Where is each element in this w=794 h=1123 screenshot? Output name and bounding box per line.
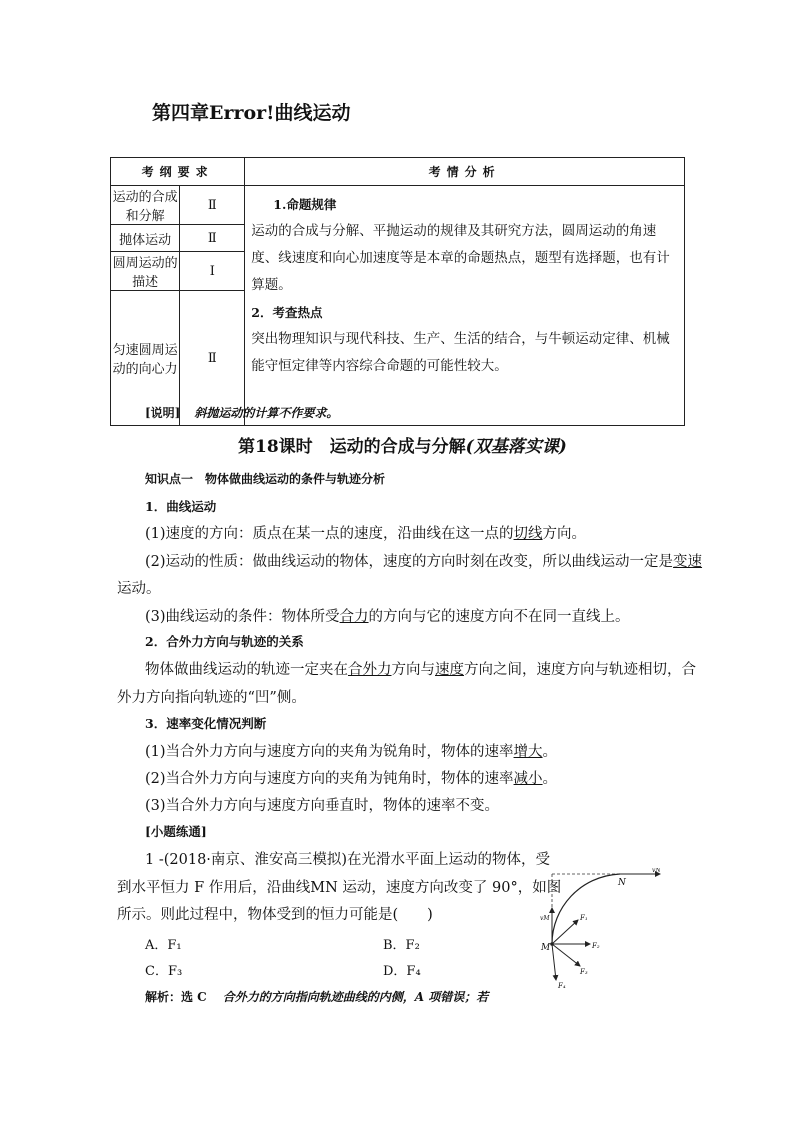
paragraph: (1)速度的方向：质点在某一点的速度，沿曲线在这一点的切线方向。 [145,526,587,542]
paragraph-continuation: 外力方向指向轨迹的“凹”侧。 [117,690,306,706]
lesson-title-main: 第18课时 运动的合成与分解 [238,437,466,457]
section-3-title: 3．速率变化情况判断 [145,716,267,731]
force-curve-figure [540,868,670,992]
note [145,404,338,421]
key-term: 变速 [673,554,703,570]
key-term: 合外力 [348,662,392,678]
paragraph-continuation: 运动。 [117,581,161,597]
analysis-text-1: 运动的合成与分解、平抛运动的规律及其研究方法，圆周运动的角速度、线速度和向心加速度等是本章的命题热点，题型有选择题，也有计算题。 [251,223,670,293]
section-2-title: 2．合外力方向与轨迹的关系 [145,634,304,649]
analysis-heading-1: 1.命题规律 [273,197,337,212]
paragraph: (1)当合外力方向与速度方向的夹角为锐角时，物体的速率增大。 [145,744,558,760]
key-term: 切线 [513,526,543,542]
label-vm: vM [540,915,550,922]
label-f2: F₂ [592,942,600,950]
analysis-heading-2: 2．考查热点 [251,305,323,320]
force-f4-arrow [552,944,556,980]
label-f4: F₄ [558,982,566,990]
key-term: 减小 [513,771,543,787]
table-row-level: Ⅱ [180,291,245,426]
chapter-title: 第四章Error!曲线运动 [152,102,351,124]
note-label: [说明] [145,406,181,420]
table-row-topic: 圆周运动的描述 [111,252,180,291]
section-1-title: 1．曲线运动 [145,499,217,514]
note-text: 斜抛运动的计算不作要求。 [194,406,339,420]
table-header-requirements: 考纲要求 [111,158,245,186]
trajectory-curve [552,874,620,944]
paragraph: 物体做曲线运动的轨迹一定夹在合外力方向与速度方向之间，速度方向与轨迹相切，合 [145,662,696,678]
force-f3-arrow [552,944,580,966]
analysis-text-2: 突出物理知识与现代科技、生产、生活的结合，与牛顿运动定律、机械能守恒定律等内容综合命题的可能性较大。 [251,331,670,374]
question-line: 到水平恒力 F 作用后，沿曲线MN 运动，速度方向改变了 90°，如图 [117,880,562,896]
label-m: M [541,943,551,953]
key-term: 合力 [339,609,369,625]
table-row-topic: 匀速圆周运动的向心力 [111,291,180,426]
answer-text: 合外力的方向指向轨迹曲线的内侧，A 项错误；若 [222,990,489,1004]
option-d: D．F₄ [383,964,421,979]
option-b: B．F₂ [383,938,420,953]
option-a: A．F₁ [145,938,182,953]
analysis-cell [245,186,685,426]
lesson-title-sub: (双基落实课) [465,437,567,457]
practice-label: [小题练通] [145,824,207,839]
table-row-level: Ⅰ [180,252,245,291]
paragraph: (3)当合外力方向与速度方向垂直时，物体的速率不变。 [145,798,500,814]
answer-choice: 解析：选 C [145,990,207,1004]
force-f1-arrow [552,920,578,944]
table-row-level: Ⅱ [180,225,245,252]
label-vn: vN [652,868,661,874]
table-row-level: Ⅱ [180,186,245,225]
paragraph: (2)运动的性质：做曲线运动的物体，速度的方向时刻在改变，所以曲线运动一定是变速 [145,554,703,570]
paragraph: (3)曲线运动的条件：物体所受合力的方向与它的速度方向不在同一直线上。 [145,609,630,625]
label-f1: F₁ [580,914,588,922]
table-row-topic: 抛体运动 [111,225,180,252]
answer-explanation [145,988,488,1005]
lesson-title [238,432,567,457]
option-c: C．F₃ [145,964,183,979]
point-m [550,942,554,946]
paragraph: (2)当合外力方向与速度方向的夹角为钝角时，物体的速率减小。 [145,771,558,787]
question-line: 所示。则此过程中，物体受到的恒力可能是( ) [117,907,433,923]
key-term: 增大 [513,744,543,760]
exam-syllabus-table [110,157,685,426]
key-term: 速度 [435,662,464,678]
question-line: 1 -(2018·南京、淮安高三模拟)在光滑水平面上运动的物体，受 [145,852,551,868]
knowledge-point-heading: 知识点一 物体做曲线运动的条件与轨迹分析 [145,472,386,486]
table-row-topic: 运动的合成和分解 [111,186,180,225]
label-f3: F₃ [580,968,588,976]
table-header-analysis: 考情分析 [245,158,685,186]
label-n: N [618,878,626,888]
